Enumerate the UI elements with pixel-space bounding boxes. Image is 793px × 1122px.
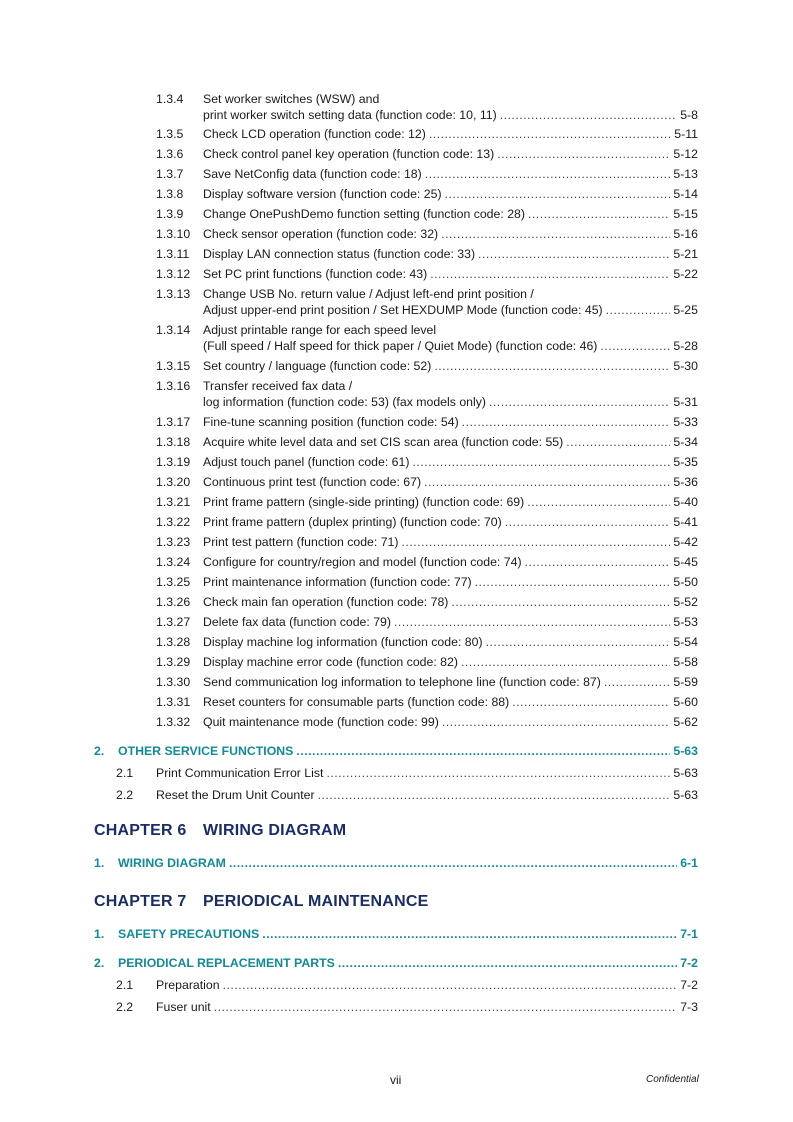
dot-leader <box>500 107 678 123</box>
entry-number: 1.3.18 <box>156 435 191 449</box>
entry-title: Change OnePushDemo function setting (function code: 28) <box>203 207 525 221</box>
entry-title: Display LAN connection status (function code: 33) <box>203 247 476 261</box>
toc-entry-1-3-12[interactable] <box>156 266 698 282</box>
entry-title: Display machine error code (function code: 82) <box>203 655 458 669</box>
chapter-6-heading[interactable] <box>94 822 346 840</box>
entry-number: 1.3.30 <box>156 675 191 689</box>
entry-title: Print frame pattern (single-side printing) (function code: 69) <box>203 495 525 509</box>
entry-title: Set PC print functions (function code: 43) <box>203 267 428 281</box>
entry-number: 1.3.10 <box>156 227 191 241</box>
entry-title: Display machine log information (function code: 80) <box>203 635 483 649</box>
chapter-number: CHAPTER 7 <box>94 893 187 910</box>
entry-number: 2.2 <box>116 1000 134 1014</box>
dot-leader <box>214 999 678 1015</box>
entry-title: Fine-tune scanning position (function code: 54) <box>203 415 459 429</box>
toc-entry-1-3-15[interactable] <box>156 358 698 374</box>
entry-title: Acquire white level data and set CIS scan area (function code: 55) <box>203 435 564 449</box>
entry-number: 1.3.11 <box>156 247 190 261</box>
page-number: 5-60 <box>673 695 698 709</box>
toc-entry-1-3-5[interactable] <box>156 126 698 142</box>
entry-title: Check main fan operation (function code: 78) <box>203 595 449 609</box>
entry-number: 1.3.4 <box>156 92 184 106</box>
dot-leader <box>486 634 671 650</box>
dot-leader <box>461 654 670 670</box>
dot-leader <box>441 226 670 242</box>
entry-title: Adjust touch panel (function code: 61) <box>203 455 410 469</box>
toc-entry-2-1[interactable] <box>116 765 698 781</box>
dot-leader <box>442 714 671 730</box>
page-number: 5-63 <box>673 766 698 780</box>
page-number: 5-16 <box>673 227 698 241</box>
entry-title: Configure for country/region and model (function code: 74) <box>203 555 522 569</box>
page-number: 5-21 <box>673 247 698 261</box>
toc-entry-1-3-18[interactable] <box>156 434 698 450</box>
dot-leader <box>229 855 677 871</box>
page-number: 5-31 <box>673 395 698 409</box>
entry-number: 1.3.15 <box>156 359 191 373</box>
entry-title: Check sensor operation (function code: 32) <box>203 227 439 241</box>
dot-leader <box>497 146 670 162</box>
chapter-title: WIRING DIAGRAM <box>203 822 347 839</box>
dot-leader <box>445 186 671 202</box>
dot-leader <box>527 494 670 510</box>
page-number: 7-2 <box>680 978 698 992</box>
entry-title: Check LCD operation (function code: 12) <box>203 127 426 141</box>
page-number: 5-41 <box>673 515 698 529</box>
page-number: 5-12 <box>673 147 698 161</box>
dot-leader <box>528 206 670 222</box>
page-number: 5-22 <box>673 267 698 281</box>
entry-title: Set country / language (function code: 52) <box>203 359 432 373</box>
page-number: 7-1 <box>680 927 698 941</box>
page-number: 5-59 <box>673 675 698 689</box>
page-number: 5-42 <box>673 535 698 549</box>
entry-number: 2.1 <box>116 766 134 780</box>
page-number: 5-40 <box>673 495 698 509</box>
entry-number: 2.1 <box>116 978 134 992</box>
toc-entry-1-3-21[interactable] <box>156 494 698 510</box>
section-title: PERIODICAL REPLACEMENT PARTS <box>118 956 335 970</box>
entry-title-line2: (Full speed / Half speed for thick paper / Quiet Mode) (function code: 46) <box>203 339 598 353</box>
entry-title: Print maintenance information (function code: 77) <box>203 575 472 589</box>
section-title: WIRING DIAGRAM <box>118 856 226 870</box>
entry-title-line2: print worker switch setting data (function code: 10, 11) <box>203 108 497 122</box>
dot-leader <box>262 926 677 942</box>
dot-leader <box>338 955 677 971</box>
dot-leader <box>394 614 670 630</box>
entry-number: 1.3.8 <box>156 187 184 201</box>
page-number: 5-11 <box>674 127 698 141</box>
toc-entry-1-3-25[interactable] <box>156 574 698 590</box>
entry-title: Print test pattern (function code: 71) <box>203 535 399 549</box>
entry-title: Preparation <box>156 978 220 992</box>
toc-entry-7-2-2[interactable] <box>116 999 698 1015</box>
toc-entry-1-3-4[interactable] <box>156 91 698 123</box>
page-number: 5-34 <box>673 435 698 449</box>
toc-entry-1-3-6[interactable] <box>156 146 698 162</box>
dot-leader <box>223 977 678 993</box>
page-number: 5-36 <box>673 475 698 489</box>
entry-title: Reset counters for consumable parts (function code: 88) <box>203 695 510 709</box>
entry-number: 1.3.17 <box>156 415 191 429</box>
page-number: 5-33 <box>673 415 698 429</box>
page-number: 5-15 <box>673 207 698 221</box>
dot-leader <box>296 743 670 759</box>
entry-number: 1.3.9 <box>156 207 184 221</box>
section-number: 1. <box>94 927 105 941</box>
entry-number: 1.3.5 <box>156 127 184 141</box>
page-number: 5-54 <box>673 635 698 649</box>
section-number: 2. <box>94 744 105 758</box>
toc-entry-1-3-19[interactable] <box>156 454 698 470</box>
page-number: 7-2 <box>680 956 698 970</box>
dot-leader <box>512 694 670 710</box>
entry-title: Continuous print test (function code: 67) <box>203 475 422 489</box>
toc-section-2[interactable] <box>94 743 698 759</box>
dot-leader <box>462 414 671 430</box>
entry-number: 1.3.14 <box>156 323 191 337</box>
dot-leader <box>505 514 671 530</box>
toc-entry-1-3-13[interactable] <box>156 286 698 318</box>
page-number: 5-13 <box>673 167 698 181</box>
footer-confidential-label: Confidential <box>646 1074 699 1085</box>
toc-entry-1-3-28[interactable] <box>156 634 698 650</box>
toc-entry-1-3-20[interactable] <box>156 474 698 490</box>
dot-leader <box>429 126 671 142</box>
dot-leader <box>451 594 670 610</box>
dot-leader <box>566 434 670 450</box>
dot-leader <box>525 554 671 570</box>
page-number: 5-52 <box>673 595 698 609</box>
toc-entry-1-3-8[interactable] <box>156 186 698 202</box>
toc-entry-1-3-9[interactable] <box>156 206 698 222</box>
toc-entry-1-3-32[interactable] <box>156 714 698 730</box>
section-title: SAFETY PRECAUTIONS <box>118 927 260 941</box>
entry-number: 1.3.7 <box>156 167 184 181</box>
toc-entry-1-3-14[interactable] <box>156 322 698 354</box>
entry-title-line1: Change USB No. return value / Adjust left-end print position / <box>203 287 534 301</box>
dot-leader <box>402 534 671 550</box>
page-number: 5-8 <box>680 108 698 122</box>
entry-title-line2: Adjust upper-end print position / Set HEXDUMP Mode (function code: 45) <box>203 303 603 317</box>
toc-entry-1-3-29[interactable] <box>156 654 698 670</box>
entry-number: 1.3.6 <box>156 147 184 161</box>
dot-leader <box>434 358 670 374</box>
page-number: 5-45 <box>673 555 698 569</box>
toc-entry-1-3-7[interactable] <box>156 166 698 182</box>
entry-number: 1.3.12 <box>156 267 191 281</box>
entry-number: 1.3.23 <box>156 535 191 549</box>
entry-title-line1: Set worker switches (WSW) and <box>203 92 380 106</box>
entry-number: 1.3.32 <box>156 715 191 729</box>
entry-number: 1.3.22 <box>156 515 191 529</box>
page-number: 5-14 <box>673 187 698 201</box>
entry-number: 1.3.29 <box>156 655 191 669</box>
dot-leader <box>604 674 671 690</box>
page-number: 7-3 <box>680 1000 698 1014</box>
page-number: 5-53 <box>673 615 698 629</box>
entry-number: 2.2 <box>116 788 134 802</box>
page-number: 5-50 <box>673 575 698 589</box>
toc-entry-1-3-17[interactable] <box>156 414 698 430</box>
entry-title: Display software version (function code: 25) <box>203 187 442 201</box>
entry-number: 1.3.20 <box>156 475 191 489</box>
toc-entry-1-3-11[interactable] <box>156 246 698 262</box>
page-number: 5-30 <box>673 359 698 373</box>
toc-entry-1-3-24[interactable] <box>156 554 698 570</box>
page-number: 5-62 <box>673 715 698 729</box>
toc-entry-1-3-26[interactable] <box>156 594 698 610</box>
entry-number: 1.3.28 <box>156 635 191 649</box>
entry-title: Print frame pattern (duplex printing) (function code: 70) <box>203 515 502 529</box>
dot-leader <box>318 787 671 803</box>
dot-leader <box>475 574 671 590</box>
chapter-7-heading[interactable] <box>94 893 428 911</box>
page-number: 5-63 <box>673 744 698 758</box>
toc-entry-1-3-23[interactable] <box>156 534 698 550</box>
section-number: 2. <box>94 956 105 970</box>
toc-entry-2-2[interactable] <box>116 787 698 803</box>
entry-title: Send communication log information to telephone line (function code: 87) <box>203 675 601 689</box>
dot-leader <box>424 474 670 490</box>
entry-title: Save NetConfig data (function code: 18) <box>203 167 422 181</box>
page-number: 5-25 <box>673 303 698 317</box>
toc-entry-7-2-1[interactable] <box>116 977 698 993</box>
section-title: OTHER SERVICE FUNCTIONS <box>118 744 294 758</box>
entry-title-line2: log information (function code: 53) (fax models only) <box>203 395 486 409</box>
entry-number: 1.3.16 <box>156 379 191 393</box>
toc-entry-1-3-27[interactable] <box>156 614 698 630</box>
toc-chapter-7-section-1[interactable] <box>94 926 698 942</box>
toc-entry-1-3-10[interactable] <box>156 226 698 242</box>
page-number: 5-63 <box>673 788 698 802</box>
entry-title-line1: Adjust printable range for each speed level <box>203 323 437 337</box>
dot-leader <box>326 765 670 781</box>
toc-entry-1-3-22[interactable] <box>156 514 698 530</box>
section-number: 1. <box>94 856 105 870</box>
dot-leader <box>489 394 670 410</box>
entry-number: 1.3.21 <box>156 495 191 509</box>
page-number: 5-35 <box>673 455 698 469</box>
entry-title-line1: Transfer received fax data / <box>203 379 353 393</box>
entry-number: 1.3.19 <box>156 455 191 469</box>
dot-leader <box>478 246 670 262</box>
dot-leader <box>412 454 670 470</box>
page-number: 6-1 <box>680 856 698 870</box>
entry-number: 1.3.13 <box>156 287 191 301</box>
entry-number: 1.3.25 <box>156 575 191 589</box>
entry-number: 1.3.24 <box>156 555 191 569</box>
entry-title: Reset the Drum Unit Counter <box>156 788 315 802</box>
toc-entry-1-3-16[interactable] <box>156 378 698 410</box>
entry-title: Fuser unit <box>156 1000 211 1014</box>
page-number: 5-28 <box>673 339 698 353</box>
entry-number: 1.3.27 <box>156 615 191 629</box>
toc-chapter-6-section-1[interactable] <box>94 855 698 871</box>
entry-title: Delete fax data (function code: 79) <box>203 615 391 629</box>
page-number: 5-58 <box>673 655 698 669</box>
toc-entry-1-3-30[interactable] <box>156 674 698 690</box>
entry-title: Quit maintenance mode (function code: 99) <box>203 715 439 729</box>
toc-entry-1-3-31[interactable] <box>156 694 698 710</box>
entry-title: Print Communication Error List <box>156 766 324 780</box>
entry-number: 1.3.26 <box>156 595 191 609</box>
toc-chapter-7-section-2[interactable] <box>94 955 698 971</box>
dot-leader <box>425 166 671 182</box>
chapter-number: CHAPTER 6 <box>94 822 187 839</box>
dot-leader <box>430 266 670 282</box>
footer-page-number: vii <box>390 1073 402 1087</box>
dot-leader <box>600 338 670 354</box>
entry-title: Check control panel key operation (function code: 13) <box>203 147 495 161</box>
dot-leader <box>606 302 671 318</box>
chapter-title: PERIODICAL MAINTENANCE <box>203 893 429 910</box>
entry-number: 1.3.31 <box>156 695 191 709</box>
